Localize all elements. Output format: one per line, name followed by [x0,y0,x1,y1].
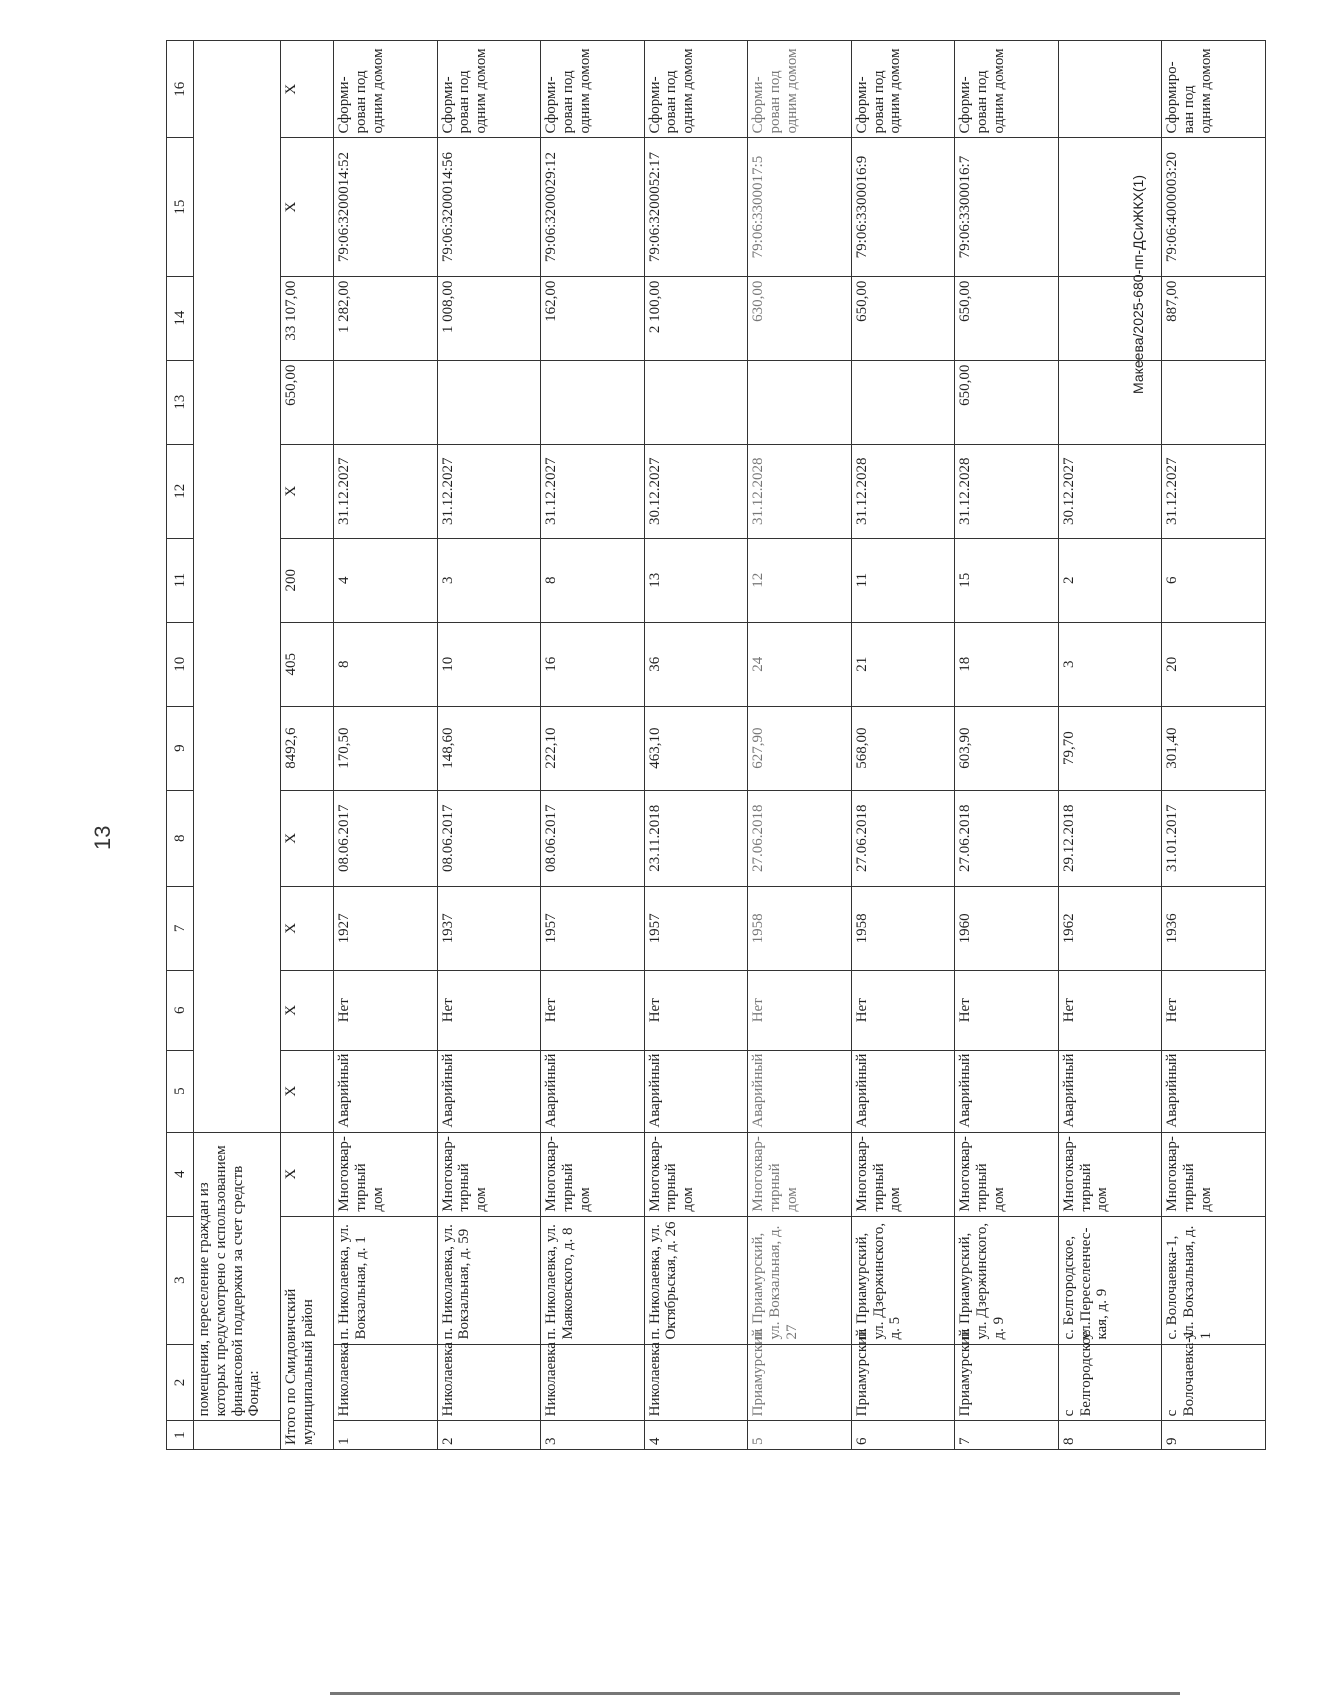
cell-c14: 887,00 [1162,276,1266,360]
cell-c13: 650,00 [955,360,1059,444]
cell-c13 [1162,360,1266,444]
column-number: 11 [167,538,194,622]
cell-c13 [334,360,438,444]
cell-c13 [1058,360,1162,444]
cell-date: 31.01.2017 [1162,790,1266,886]
total-cell: Х [281,790,334,886]
intro-row [194,41,281,1450]
cell-cadastral: 79:06:3300016:9 [851,138,955,276]
table-row [437,41,541,1450]
cell-c14: 2 100,00 [644,276,748,360]
cell-type: Многоквар-тирный дом [437,1132,541,1216]
cell-c14: 1 008,00 [437,276,541,360]
cell-year: 1958 [748,886,852,970]
total-label: Итого по Смидовичский муниципальный район [281,1216,334,1449]
cell-rooms: 3 [437,538,541,622]
cell-people: 10 [437,622,541,706]
cell-address: п. Приамурский, ул. Вокзальная, д. 27 [748,1216,852,1344]
cell-date: 23.11.2018 [644,790,748,886]
cell-rooms: 6 [1162,538,1266,622]
total-cell: 8492,6 [281,706,334,790]
cell-year: 1937 [437,886,541,970]
page-number: 13 [90,825,115,850]
column-number-row [167,41,194,1450]
cell-deadline: 30.12.2027 [1058,444,1162,538]
cell-status: Аварийный [334,1050,438,1132]
cell-type: Многоквар-тирный дом [955,1132,1059,1216]
cell-n: 4 [644,1421,748,1450]
cell-area: 301,40 [1162,706,1266,790]
column-number: 5 [167,1050,194,1132]
cell-c16: Сформи-рован под одним домом [955,41,1059,138]
cell-flag: Нет [644,970,748,1050]
resettlement-table [166,40,1266,1450]
total-cell: 33 107,00 [281,276,334,360]
cell-area: 463,10 [644,706,748,790]
cell-n: 5 [748,1421,852,1450]
cell-c14: 630,00 [748,276,852,360]
column-number: 8 [167,790,194,886]
cell-c14: 650,00 [851,276,955,360]
cell-c13 [748,360,852,444]
cell-rooms: 8 [541,538,645,622]
cell-deadline: 31.12.2027 [334,444,438,538]
cell-deadline: 31.12.2028 [955,444,1059,538]
cell-people: 18 [955,622,1059,706]
cell-address: п. Николаевка, ул. Октябрьская, д. 26 [644,1216,748,1344]
cell-deadline: 31.12.2028 [851,444,955,538]
cell-deadline: 31.12.2027 [541,444,645,538]
cell-people: 8 [334,622,438,706]
total-cell: Х [281,970,334,1050]
cell-year: 1958 [851,886,955,970]
column-number: 6 [167,970,194,1050]
cell-settlement: с Волочаевка-1 [1162,1344,1266,1421]
table-row [955,41,1059,1450]
cell-c16: Сформи-рован под одним домом [437,41,541,138]
total-cell: Х [281,1050,334,1132]
cell-c14: 1 282,00 [334,276,438,360]
table-row [1058,41,1162,1450]
total-row [281,41,334,1450]
cell-date: 27.06.2018 [851,790,955,886]
cell-deadline: 30.12.2027 [644,444,748,538]
cell-c14: 650,00 [955,276,1059,360]
document-footer: Макеева/2025-680-пп-ДСиЖКХ(1) [1130,174,1146,394]
total-cell: Х [281,444,334,538]
cell-flag: Нет [541,970,645,1050]
intro-spacer [194,1421,281,1450]
cell-settlement: Приамурский [955,1344,1059,1421]
cell-people: 36 [644,622,748,706]
total-cell: 405 [281,622,334,706]
cell-address: с. Белгородское, ул.Переселенчес-кая, д. 9 [1058,1216,1162,1344]
cell-c16: Сформи-рован под одним домом [644,41,748,138]
column-number: 4 [167,1132,194,1216]
scan-edge-line [330,1692,1180,1695]
cell-rooms: 12 [748,538,852,622]
cell-area: 222,10 [541,706,645,790]
column-number: 9 [167,706,194,790]
column-number: 12 [167,444,194,538]
cell-rooms: 11 [851,538,955,622]
cell-c16: Сформи-рован под одним домом [541,41,645,138]
column-number: 13 [167,360,194,444]
total-cell: Х [281,41,334,138]
cell-type: Многоквар-тирный дом [851,1132,955,1216]
intro-text: помещения, переселение граждан из которых предусмотрено с использованием финансовой поддержки за счет средств Фонда: [194,1132,281,1421]
cell-flag: Нет [748,970,852,1050]
cell-area: 148,60 [437,706,541,790]
cell-status: Аварийный [748,1050,852,1132]
cell-c13 [437,360,541,444]
cell-settlement: Приамурский [748,1344,852,1421]
cell-cadastral [1058,138,1162,276]
cell-deadline: 31.12.2028 [748,444,852,538]
cell-type: Многоквар-тирный дом [1058,1132,1162,1216]
cell-year: 1957 [541,886,645,970]
cell-n: 7 [955,1421,1059,1450]
cell-settlement: Николаевка [644,1344,748,1421]
cell-settlement: Приамурский [851,1344,955,1421]
cell-c16: Сформи-рован под одним домом [851,41,955,138]
cell-year: 1936 [1162,886,1266,970]
cell-area: 79,70 [1058,706,1162,790]
cell-settlement: Николаевка [334,1344,438,1421]
table-row [748,41,852,1450]
cell-n: 3 [541,1421,645,1450]
cell-rooms: 13 [644,538,748,622]
cell-c16: Сформи-рован под одним домом [748,41,852,138]
cell-year: 1962 [1058,886,1162,970]
cell-people: 3 [1058,622,1162,706]
cell-status: Аварийный [644,1050,748,1132]
cell-status: Аварийный [437,1050,541,1132]
cell-date: 27.06.2018 [955,790,1059,886]
cell-year: 1960 [955,886,1059,970]
total-cell: Х [281,1132,334,1216]
cell-n: 8 [1058,1421,1162,1450]
cell-c13 [644,360,748,444]
cell-status: Аварийный [955,1050,1059,1132]
total-cell: Х [281,138,334,276]
cell-address: п. Николаевка, ул. Вокзальная, д. 1 [334,1216,438,1344]
cell-cadastral: 79:06:3300017:5 [748,138,852,276]
column-number: 2 [167,1344,194,1421]
cell-n: 1 [334,1421,438,1450]
cell-flag: Нет [1162,970,1266,1050]
table-row [541,41,645,1450]
cell-c13 [541,360,645,444]
table-row [851,41,955,1450]
column-number: 3 [167,1216,194,1344]
cell-address: п. Николаевка, ул. Маяковского, д. 8 [541,1216,645,1344]
cell-year: 1927 [334,886,438,970]
cell-area: 170,50 [334,706,438,790]
cell-area: 603,90 [955,706,1059,790]
cell-type: Многоквар-тирный дом [541,1132,645,1216]
cell-c14: 162,00 [541,276,645,360]
cell-flag: Нет [955,970,1059,1050]
cell-cadastral: 79:06:4000003:20 [1162,138,1266,276]
cell-rooms: 4 [334,538,438,622]
cell-address: п. Николаевка, ул. Вокзальная, д. 59 [437,1216,541,1344]
table-row [1162,41,1266,1450]
cell-flag: Нет [1058,970,1162,1050]
cell-status: Аварийный [1058,1050,1162,1132]
cell-people: 24 [748,622,852,706]
cell-n: 2 [437,1421,541,1450]
column-number: 1 [167,1421,194,1450]
cell-settlement: с Белгородское [1058,1344,1162,1421]
cell-cadastral: 79:06:3200014:52 [334,138,438,276]
cell-flag: Нет [437,970,541,1050]
cell-address: с. Волочаевка-1, ул. Вокзальная, д. 1 [1162,1216,1266,1344]
cell-cadastral: 79:06:3300016:7 [955,138,1059,276]
total-cell: 650,00 [281,360,334,444]
cell-c16: Сформиро-ван под одним домом [1162,41,1266,138]
cell-c14 [1058,276,1162,360]
rotated-table-wrapper [166,30,1326,1450]
cell-area: 568,00 [851,706,955,790]
column-number: 16 [167,41,194,138]
cell-c16 [1058,41,1162,138]
cell-status: Аварийный [1162,1050,1266,1132]
table-row [334,41,438,1450]
cell-type: Многоквар-тирный дом [1162,1132,1266,1216]
total-cell: 200 [281,538,334,622]
intro-empty [194,41,281,1133]
cell-year: 1957 [644,886,748,970]
cell-address: п. Приамурский, ул. Дзержинского, д. 5 [851,1216,955,1344]
cell-area: 627,90 [748,706,852,790]
cell-type: Многоквар-тирный дом [644,1132,748,1216]
cell-status: Аварийный [851,1050,955,1132]
cell-flag: Нет [334,970,438,1050]
column-number: 15 [167,138,194,276]
cell-date: 08.06.2017 [437,790,541,886]
cell-type: Многоквар-тирный дом [748,1132,852,1216]
cell-c16: Сформи-рован под одним домом [334,41,438,138]
cell-date: 29.12.2018 [1058,790,1162,886]
column-number: 14 [167,276,194,360]
cell-rooms: 15 [955,538,1059,622]
cell-date: 27.06.2018 [748,790,852,886]
cell-people: 20 [1162,622,1266,706]
cell-cadastral: 79:06:3200029:12 [541,138,645,276]
cell-deadline: 31.12.2027 [1162,444,1266,538]
cell-n: 9 [1162,1421,1266,1450]
cell-n: 6 [851,1421,955,1450]
cell-settlement: Николаевка [541,1344,645,1421]
total-cell: Х [281,886,334,970]
cell-cadastral: 79:06:3200014:56 [437,138,541,276]
cell-deadline: 31.12.2027 [437,444,541,538]
column-number: 10 [167,622,194,706]
cell-settlement: Николаевка [437,1344,541,1421]
table-row [644,41,748,1450]
cell-flag: Нет [851,970,955,1050]
cell-date: 08.06.2017 [541,790,645,886]
cell-cadastral: 79:06:3200052:17 [644,138,748,276]
cell-c13 [851,360,955,444]
cell-address: п. Приамурский, ул. Дзержинского, д. 9 [955,1216,1059,1344]
cell-date: 08.06.2017 [334,790,438,886]
cell-people: 16 [541,622,645,706]
cell-people: 21 [851,622,955,706]
cell-type: Многоквар-тирный дом [334,1132,438,1216]
cell-status: Аварийный [541,1050,645,1132]
table-body [167,41,1266,1450]
column-number: 7 [167,886,194,970]
cell-rooms: 2 [1058,538,1162,622]
